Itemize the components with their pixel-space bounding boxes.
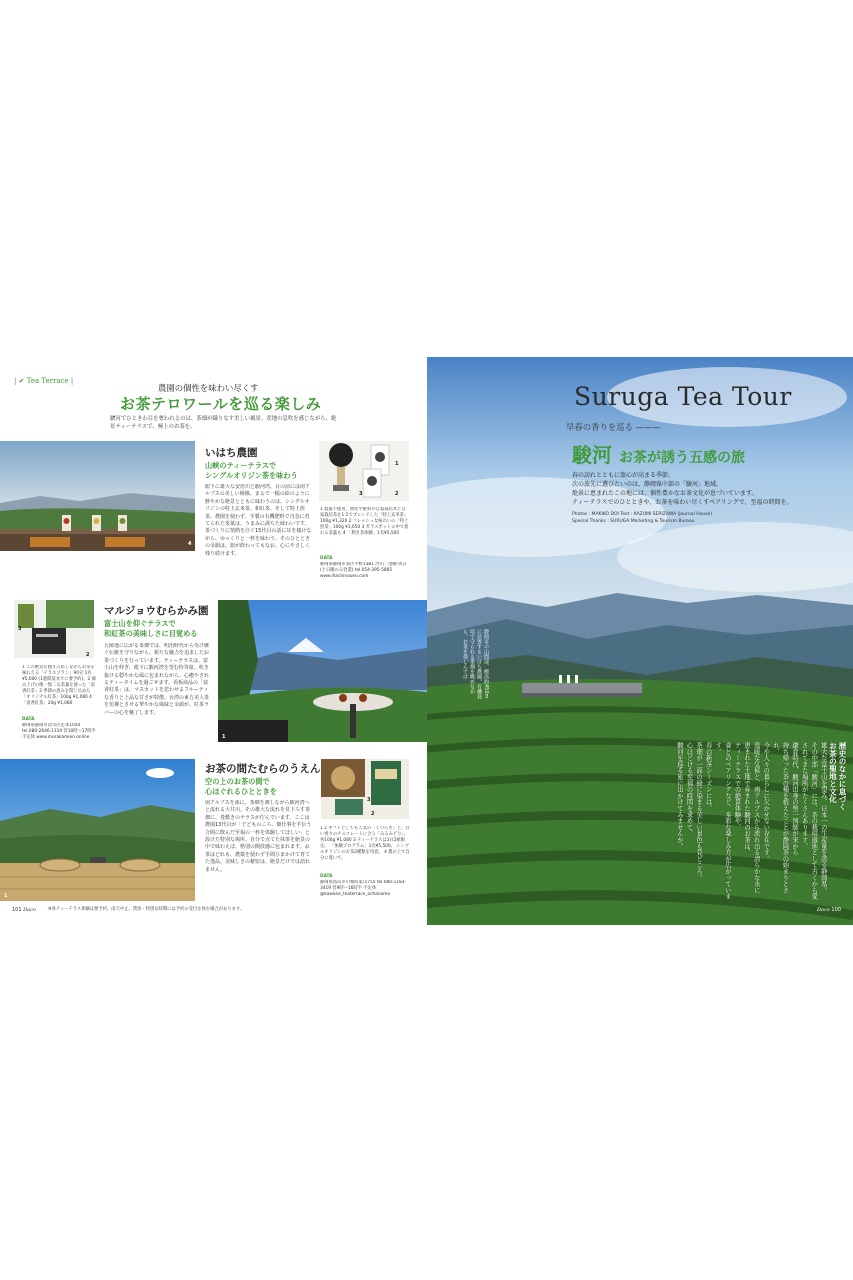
terrace-photo-ihachi: [0, 441, 195, 551]
photo-number: 1: [395, 461, 399, 467]
shop-body: 丘陵地に広がる茶畑では、明治時代から受け継ぐ伝統を守りながら、新たな魅力を追求したお茶づくりを行っています。ティーテラスは、富士山を仰ぎ、眼下に駿河湾を望む特等席。吹き抜ける穏やかな風に包まれながら、心癒やされるティータイムを過ごせます。看板商品の「富香紅茶」は、マスカットを思わせるフルーティな香りと上品な甘さが特徴。台湾の東方美人茶を彷彿とさせる華やかな風味と余韻が、紅茶ラバーの心を魅了します。: [104, 643, 210, 716]
page-number-left: 101 Daco: [12, 907, 36, 913]
magazine-spread: [0, 357, 853, 925]
tatami-terrace-illustration: [0, 759, 195, 901]
shop-subtitle: 心ほぐれるひとときを: [205, 787, 277, 796]
tea-products-illustration: [321, 759, 409, 819]
headline: お茶テロワールを巡る楽しみ: [120, 395, 322, 413]
shop-name-murakami: マルジョウむらかみ園: [104, 605, 209, 617]
kicker: 農園の個性を味わい尽くす: [158, 383, 259, 393]
feature-kicker: 早春の香りを巡る ———: [566, 422, 661, 432]
product-notes: 1 2 ギフトとしても人気の「くつろぎ」と、甘い香りのチョコレートに合う「みるみどり」。各100g ¥1,080 3 ティーテラスは1日2組限定。 「体験プログラム」1名¥5,500。 シングルオリジンのお茶2種類を用意。 4 農の上で自分に寛いで。: [320, 826, 410, 861]
photo-caption: 静岡市の山間部、標高約450mに位置するいはち農園。有機栽培で守られる茶畑を眺めながら、お茶を楽しんでは: [462, 629, 489, 699]
photo-number: 3: [18, 626, 22, 632]
tea-products-illustration: [14, 600, 94, 658]
shop-data: 静岡県島田市川根町家山755 tel.080-1183-3419 営9時〜16時半 不定休 @kawane_teaterrace_ochanoma: [320, 880, 406, 897]
photo-number: 2: [371, 811, 375, 817]
page-number-right: Daco 100: [817, 907, 841, 913]
lead: 駿河でひときわ目を奪われるのは、茶畑が織りなす美しい風景。産地の息吹を感じながら、絶景ティーテラスで、極上のお茶を。: [110, 416, 337, 430]
shop-subtitle: 空の上のお茶の間で: [205, 777, 270, 786]
photo-number: 3: [367, 797, 371, 803]
data-label: DATA: [22, 717, 35, 722]
product-photo-ihachi: [319, 441, 409, 501]
vertical-article: 歴史のなかに息づく お茶の聖地と文化 雄大な富士山を望み、日本一の生産量を誇る静岡県。 その中部「駿河」には、茶の栽培適地として古くから愛されてきた場所がたくさんあります。 鎌倉時代、駿河出身の聖一国師が宋から 持ち帰った茶の種を植えたことが静岡茶の始まりとされ、 今や人々の暮らしに欠かせない存在です。 温暖な気候と、南アルプスから流れ出る清らかな水に 恵まれた土地で育まれた駿河のお茶は、 ティーテラスでの絶景体験や、 食とのペアリングなど、多彩な楽しみ方が広がっています。 春の新茶シーズンには、 茶畑が一面の緑に染まる美しい景色も見どころ。 心ほどける至福の時間を求めて、 駿河を巡る旅に出かけてみませんか。: [675, 742, 847, 900]
photo-number: 2: [395, 491, 399, 497]
photo-number: 3: [359, 491, 363, 497]
product-photo-tamura: [321, 759, 409, 819]
data-label: DATA: [320, 874, 333, 879]
shop-name-tamura: お茶の間たむらのうえん: [205, 763, 321, 775]
photo-number: 1: [4, 893, 8, 899]
photo-number: 4: [188, 541, 192, 547]
shop-subtitle: 富士山を仰ぐテラスで: [104, 619, 176, 628]
shop-data: 静岡県静岡市清水区足本1050 tel.080-2646-1119 営10時〜17時半 不定休 www.murakamien.online: [22, 723, 96, 740]
footer-note: ※各ティーテラス体験は要予約。雨天中止。貸切・特別な時期には予約の受付を休む場合があります。: [48, 907, 245, 912]
shop-body: 南アルプスを源に、茶畑を潤しながら駿河湾へと流れる大井川。その雄大な流れを見下ろす茶畑に、畳敷きのテラスが佇んでいます。ここは農園13代目が「子どものころ、畑仕事を手伝う合間に飲んだ至福の一杯を体験してほしい」と設けた特別な場所。自分で点てた抹茶を絶景の中で味わえば、格別の開放感に包まれます。お茶はどれも、農薬を使わず手間ひまかけて育てた逸品。美味しさの秘密は、絶景だけでは語れません。: [205, 800, 312, 873]
terrace-photo-tamura: [0, 759, 195, 901]
product-notes: 1 農薬不使用、無化学肥料の自家栽培米と自家栽培茶を1:1でブレンドした「特上玄米茶」100g ¥1,320 2 フレッシュな味わいの「特上煎茶」100g ¥1,650 3 ガラスポットの中で揺れる茶葉も 4 「利き茶体験」1名¥5,500: [320, 507, 409, 536]
photo-number: 2: [86, 652, 90, 658]
shop-body: 眼下に雄大な安倍川と駿河湾、目の前には南アルプスの美しい稜線。まるで一幅の絵のように鮮やかな絶景とともに味わうのは、シングルオリジンの特上玄米茶、和紅茶、そして特上煎茶。農園を使わず、手製の有機肥料で丹念に育てられた茶葉は、うまみに満ちた味わいです。茶づくりに情熱を注ぐ15代目の話に耳を傾けながら、ゆっくりと一杯を味わう。そのひとときの余韻は、旅が終わってもなお、心にやさしく残り続けます。: [205, 484, 312, 557]
product-notes: 1 この絶景を独り占めしながらお茶を味わえる「テラスプラン」90分 1名¥5,000 (1週間前までに要予約)。2 摘み上げの唯一無二な茶葉を使った「富香紅茶」3 季節の恵みを閉じ込めた「オリジナル紅茶」100g ¥1,080 4 「富香紅茶」20g ¥1,080: [22, 665, 96, 706]
shop-subtitle: シングルオリジン茶を味わう: [205, 471, 298, 480]
credits: Photos : MAKIKO DOI Text : KAZUMI SERIZAWA (Journal House) Special Thanks : SURUGA Marketing & Tourism Bureau: [572, 512, 713, 524]
shop-subtitle: 山峡のティーテラスで: [205, 461, 277, 470]
feature-title: Suruga Tea Tour: [574, 382, 792, 411]
fuji-terrace-illustration: [218, 600, 427, 742]
data-label: DATA: [320, 556, 333, 561]
photo-number: 1: [222, 734, 226, 740]
terrace-scene-illustration: [0, 441, 195, 551]
section-tag: | ✔ Tea Terrace |: [14, 377, 74, 385]
terrace-photo-murakami: [218, 600, 427, 742]
leaf-icon: ✔: [18, 377, 25, 385]
right-page: [427, 357, 853, 925]
shop-data: 静岡県静岡市葵区平野1381 渋川一金曜 周日(土日曜のみ営業) tel.054-395-5865 www.ihachinouen.com: [320, 562, 407, 579]
left-page: [0, 357, 427, 925]
feature-headline: 駿河 お茶が誘う五感の旅: [572, 443, 745, 467]
shop-subtitle: 和紅茶の美味しさに目覚める: [104, 629, 198, 638]
shop-name-ihachi: いはち農園: [205, 447, 258, 459]
product-photo-murakami: [14, 600, 94, 658]
feature-lead: 春の訪れとともに旅心が高まる季節。 次の旅先に選びたいのは、静岡県中部の「駿河」地域。 絶景に恵まれたこの地には、個性豊かなお茶文化が息づいています。 ティーテラスでのひとときや、お茶を味わい尽くすペアリングで、至福の時間を。: [572, 472, 793, 506]
